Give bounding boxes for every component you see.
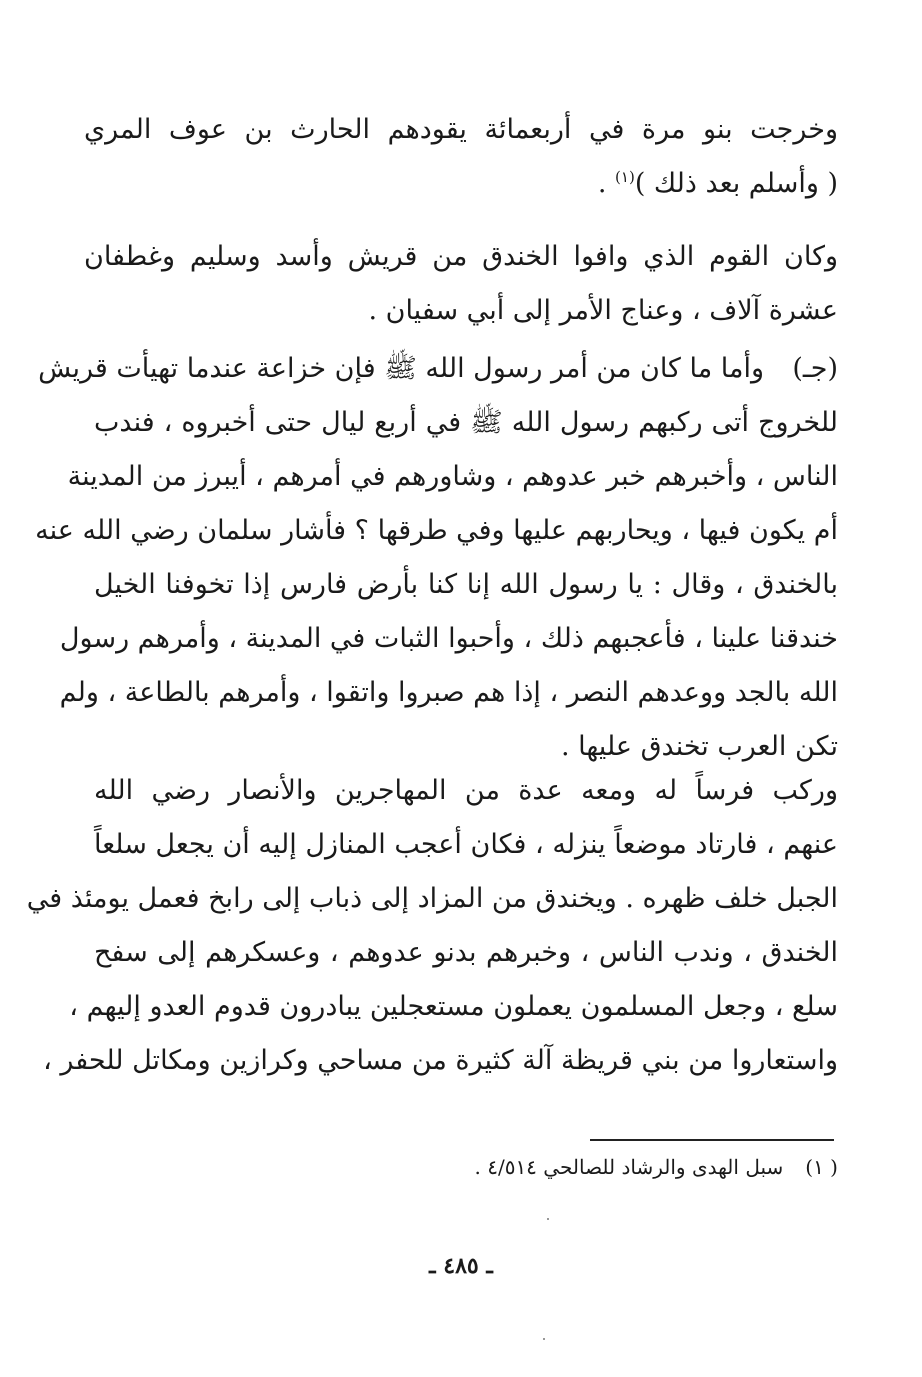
paragraph-line: وكان القوم الذي وافوا الخندق من قريش وأسد وسليم وغطفان xyxy=(84,241,838,272)
paragraph-2 xyxy=(84,230,838,338)
paragraph-line: للخروج أتى ركبهم رسول الله ﷺ في أربع ليال حتى أخبروه ، فندب xyxy=(94,407,838,438)
paragraph-line: الخندق ، وندب الناس ، وخبرهم بدنو عدوهم ، وعسكرهم إلى سفح xyxy=(94,937,838,968)
paragraph-line: واستعاروا من بني قريظة آلة كثيرة من مساحي وكرازين ومكاتل للحفر ، xyxy=(43,1045,838,1076)
paragraph-line: وخرجت بنو مرة في أربعمائة يقودهم الحارث بن عوف المري xyxy=(84,114,838,145)
paragraph-line: الجبل خلف ظهره . ويخندق من المزاد إلى ذباب إلى رابخ فعمل يومئذ في xyxy=(26,883,838,914)
paragraph-4 xyxy=(26,764,838,1088)
footnote-text: سبل الهدى والرشاد للصالحي ٤/٥١٤ . xyxy=(474,1155,784,1179)
page-number: ـ ٤٨٥ ـ xyxy=(429,1253,493,1279)
footnote-reference: (١) xyxy=(615,168,635,186)
paragraph-line: الناس ، وأخبرهم خبر عدوهم ، وشاورهم في أمرهم ، أيبرز من المدينة xyxy=(67,461,838,492)
paragraph-line: سلع ، وجعل المسلمون يعملون مستعجلين يبادرون قدوم العدو إليهم ، xyxy=(69,991,838,1022)
paragraph-line: خندقنا علينا ، فأعجبهم ذلك ، وأحبوا الثبات في المدينة ، وأمرهم رسول xyxy=(59,623,838,654)
scan-speck xyxy=(543,1338,545,1340)
paragraph-line-text: ( وأسلم بعد ذلك ) xyxy=(634,168,838,199)
footnote-number: ( ١) xyxy=(805,1155,838,1179)
scan-speck xyxy=(547,1218,549,1220)
paragraph-line: الله بالجد ووعدهم النصر ، إذا هم صبروا واتقوا ، وأمرهم بالطاعة ، ولم xyxy=(59,677,838,708)
footnote xyxy=(475,1150,839,1184)
section-label: (جـ) xyxy=(792,353,838,384)
paragraph-line: تكن العرب تخندق عليها . xyxy=(560,731,838,762)
paragraph-3 xyxy=(35,342,838,774)
paragraph-line: عنهم ، فارتاد موضعاً ينزله ، فكان أعجب المنازل إليه أن يجعل سلعاً xyxy=(94,829,838,860)
paragraph-line-end: . xyxy=(597,168,616,199)
footnote-separator xyxy=(590,1139,834,1141)
paragraph-line: أم يكون فيها ، ويحاربهم عليها وفي طرقها ؟ فأشار سلمان رضي الله عنه xyxy=(35,515,838,546)
paragraph-line: وأما ما كان من أمر رسول الله ﷺ فإن خزاعة عندما تهيأت قريش xyxy=(38,353,764,384)
paragraph-1 xyxy=(84,103,838,211)
paragraph-line: عشرة آلاف ، وعناج الأمر إلى أبي سفيان . xyxy=(368,295,838,326)
paragraph-line: وركب فرساً له ومعه عدة من المهاجرين والأنصار رضي الله xyxy=(94,775,838,806)
paragraph-line: بالخندق ، وقال : يا رسول الله إنا كنا بأرض فارس إذا تخوفنا الخيل xyxy=(94,569,838,600)
paragraph-line xyxy=(84,157,838,211)
